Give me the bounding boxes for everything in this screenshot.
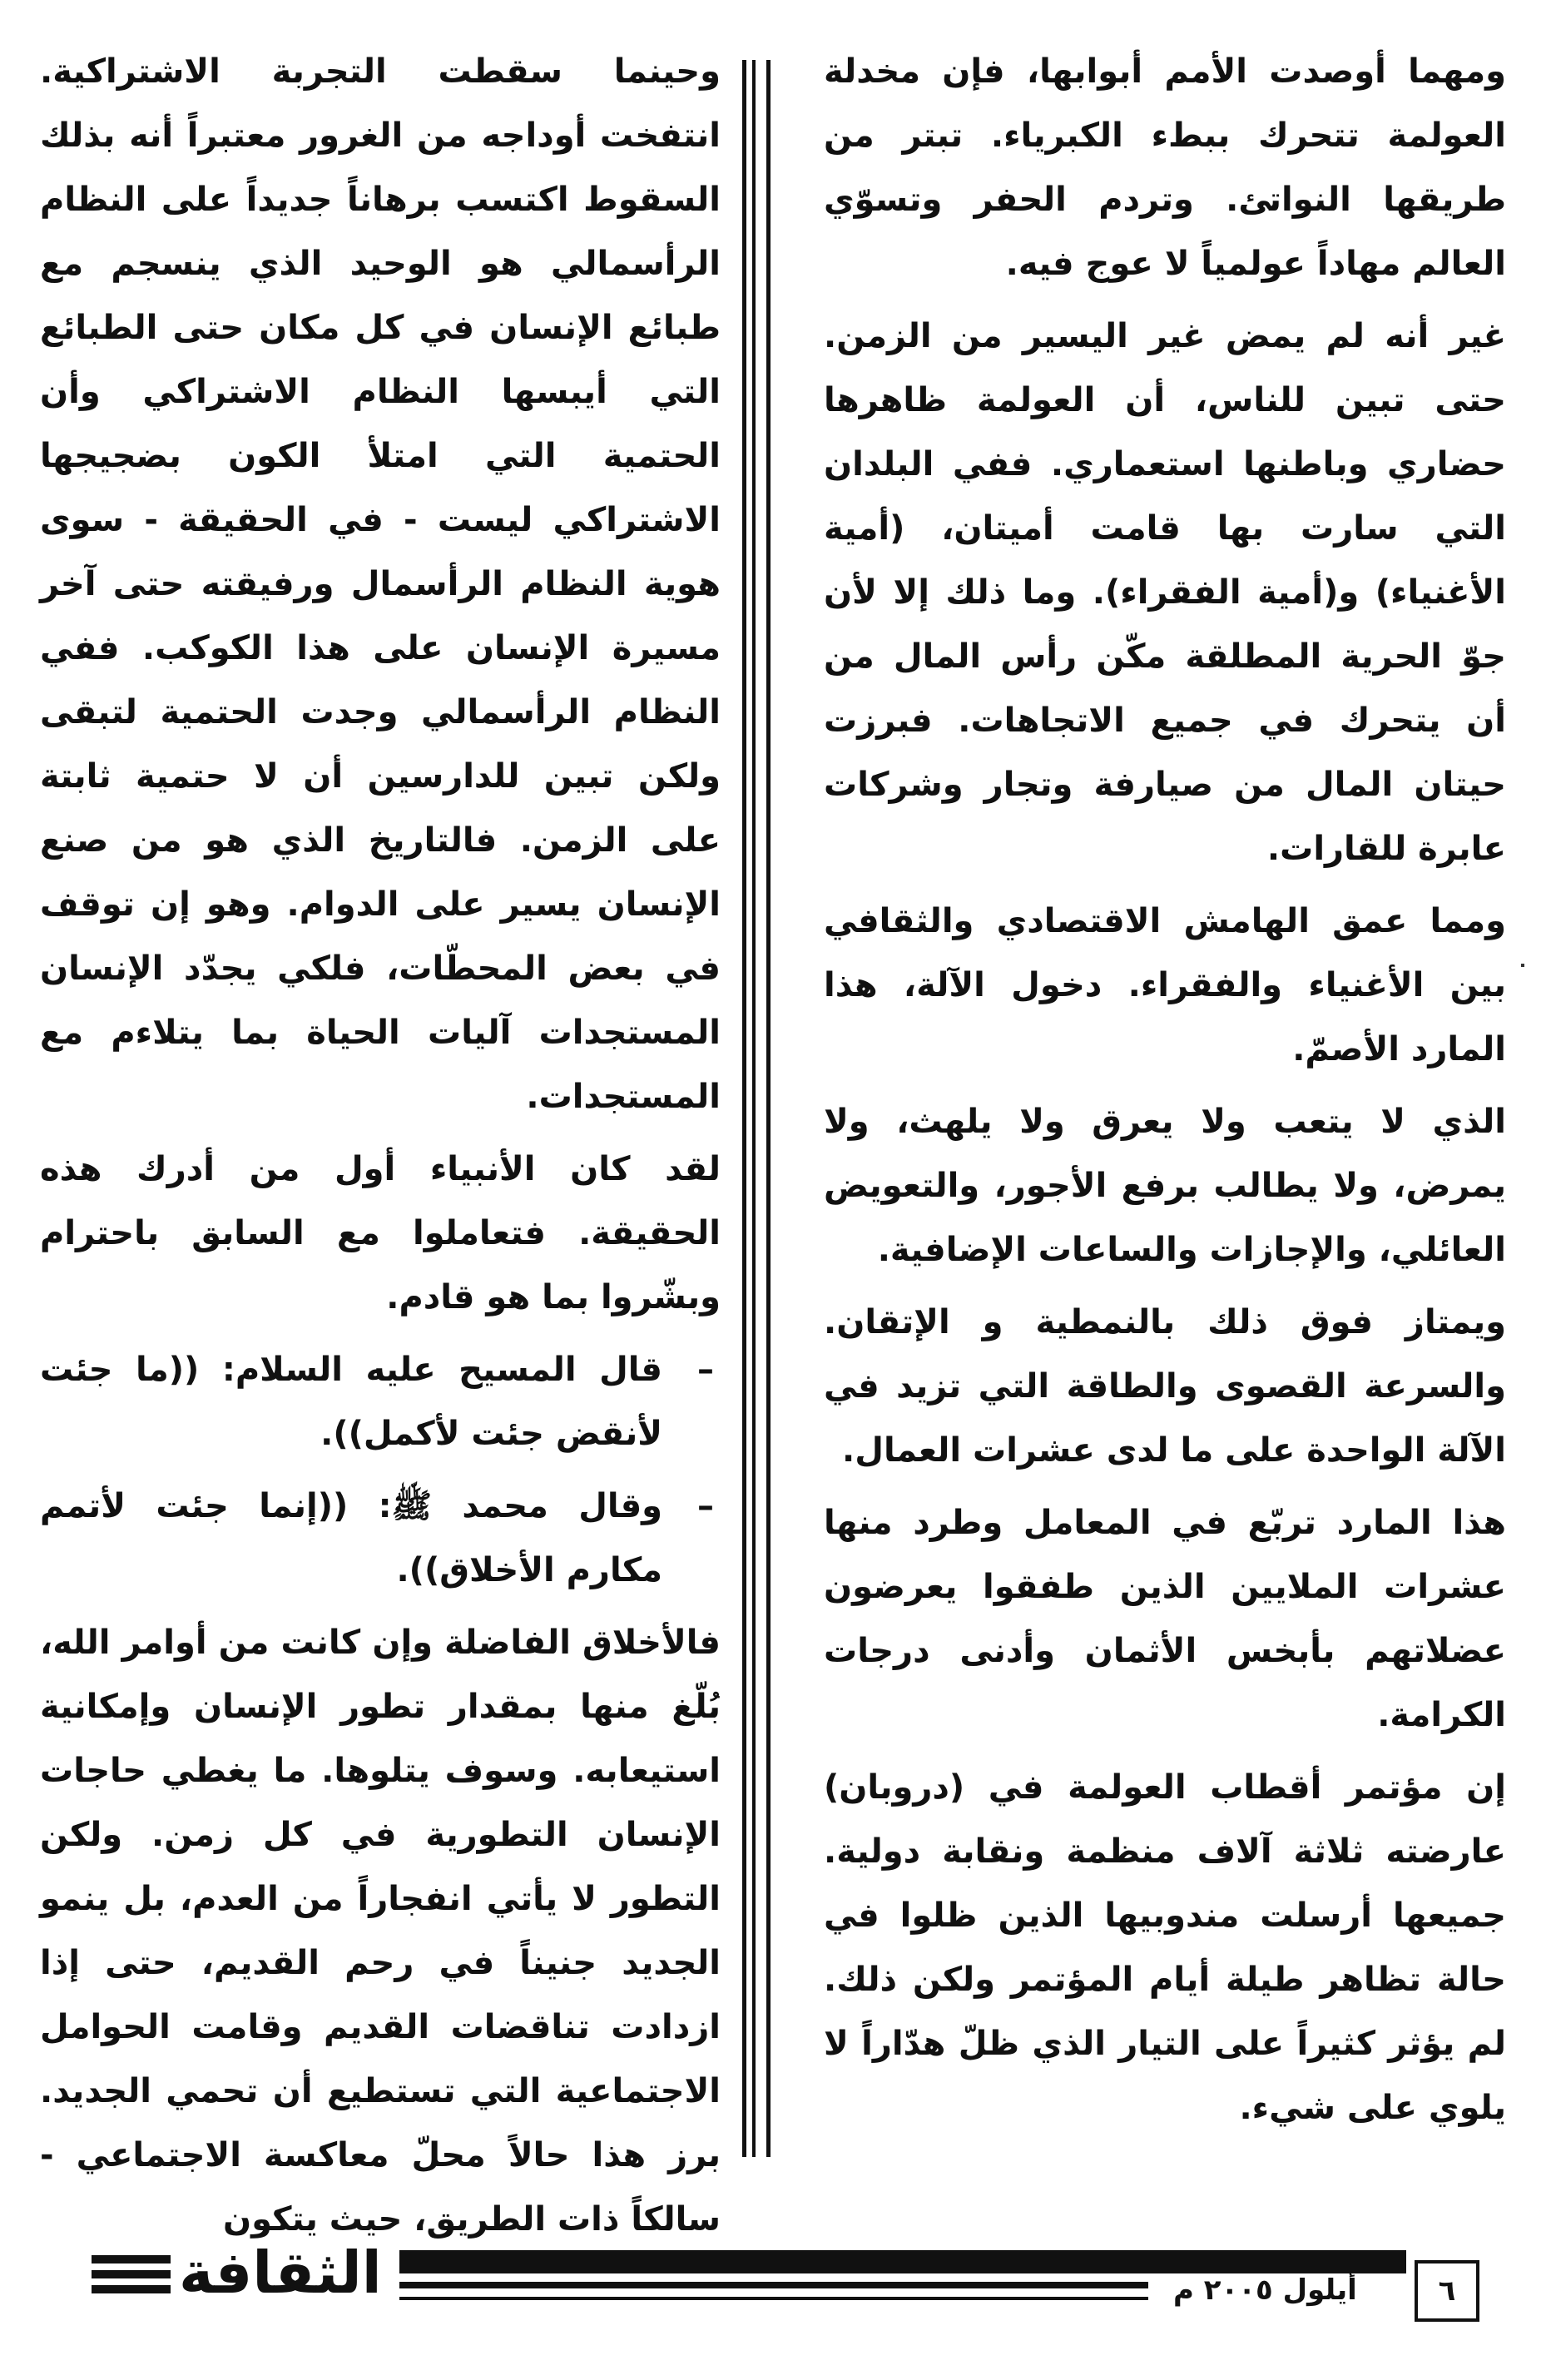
paragraph: الذي لا يتعب ولا يعرق ولا يلهث، ولا يمرض، ولا يطالب برفع الأجور، والتعويض العائلي، والإجازات والساعات الإضافية. [824, 1103, 1506, 1269]
paragraph: إن مؤتمر أقطاب العولمة في (دروبان) عارضته ثلاثة آلاف منظمة ونقابة دولية. جميعها أرسلت مندوبيها الذين ظلوا في حالة تظاهر طيلة أيام المؤتمر ولكن ذلك. لم يؤثر كثيراً على التيار الذي ظلّ هدّاراً لا يلوي على شيء. [824, 1768, 1506, 2127]
column-divider [742, 60, 771, 2157]
paragraph: لقد كان الأنبياء أول من أدرك هذه الحقيقة. فتعاملوا مع السابق باحترام وبشّروا بما هو قادم. [40, 1150, 721, 1316]
paragraph: هذا المارد تربّع في المعامل وطرد منها عشرات الملايين الذين طفقوا يعرضون عضلاتهم بأبخس الأثمان وأدنى درجات الكرامة. [824, 1504, 1506, 1734]
footer-rule-thin-second [399, 2297, 1148, 2300]
footer-rule-thin [399, 2282, 1148, 2288]
quote-item: – قال المسيح عليه السلام: ((ما جئت لأنقض جئت لأكمل)). [40, 1338, 721, 1466]
paragraph: ومهما أوصدت الأمم أبوابها، فإن مخدلة العولمة تتحرك ببطء الكبرياء. تبتر من طريقها النواتئ. وتردم الحفر وتسوّي العالم مهاداً عولمياً لا عوج فيه. [824, 52, 1506, 283]
quote-item: – وقال محمد ﷺ: ((إنما جئت لأتمم مكارم الأخلاق)). [40, 1475, 721, 1603]
footer-rule-thick [399, 2250, 1406, 2273]
page-footer [0, 2230, 1551, 2330]
magazine-logo: الثقافة [179, 2239, 382, 2307]
right-column [824, 40, 1506, 2149]
paragraph: ويمتاز فوق ذلك بالنمطية و الإتقان. والسرعة القصوى والطاقة التي تزيد في الآلة الواحدة على ما لدى عشرات العمال. [824, 1303, 1506, 1470]
paragraph: غير أنه لم يمض غير اليسير من الزمن. حتى تبين للناس، أن العولمة ظاهرها حضاري وباطنها استعماري. ففي البلدان التي سارت بها قامت أميتان، (أمية الأغنياء) و(أمية الفقراء). وما ذلك إلا لأن جوّ الحرية المطلقة مكّن رأس المال من أن يتحرك في جميع الاتجاهات. فبرزت حيتان المال من صيارفة وتجار وشركات عابرة للقارات. [824, 317, 1506, 868]
issue-date: أيلول ٢٠٠٥ م [1173, 2273, 1357, 2307]
paragraph: فالأخلاق الفاضلة وإن كانت من أوامر الله، بُلّغ منها بمقدار تطور الإنسان وإمكانية استيعابه. وسوف يتلوها. ما يغطي حاجات الإنسان التطورية في كل زمن. ولكن التطور لا يأتي انفجاراً من العدم، بل ينمو الجديد جنيناً في رحم القديم، حتى إذا ازدادت تناقضات القديم وقامت الحوامل الاجتماعية التي تستطيع أن تحمي الجديد. برز هذا حالاً محلّ معاكسة الاجتماعي - سالكاً ذات الطريق، حيث يتكون [40, 1624, 721, 2239]
page-number: ٦ [1415, 2260, 1479, 2322]
paragraph: ومما عمق الهامش الاقتصادي والثقافي بين الأغنياء والفقراء. دخول الآلة، هذا المارد الأصمّ. [824, 902, 1506, 1069]
paragraph: وحينما سقطت التجربة الاشتراكية. انتفخت أوداجه من الغرور معتبراً أنه بذلك السقوط اكتسب برهاناً جديداً على النظام الرأسمالي هو الوحيد الذي ينسجم مع طبائع الإنسان في كل مكان حتى الطبائع التي أيبسها النظام الاشتراكي وأن الحتمية التي امتلأ الكون بضجيجها الاشتراكي ليست - في الحقيقة - سوى هوية النظام الرأسمال ورفيقته حتى آخر مسيرة الإنسان على هذا الكوكب. ففي النظام الرأسمالي وجدت الحتمية لتبقى ولكن تبين للدارسين أن لا حتمية ثابتة على الزمن. فالتاريخ الذي هو من صنع الإنسان يسير على الدوام. وهو إن توقف في بعض المحطّات، فلكي يجدّد الإنسان المستجدات آليات الحياة بما يتلاءم مع المستجدات. [40, 52, 721, 1116]
margin-mark [1521, 964, 1524, 967]
left-column [40, 40, 721, 2260]
logo-bars-icon [92, 2255, 171, 2308]
